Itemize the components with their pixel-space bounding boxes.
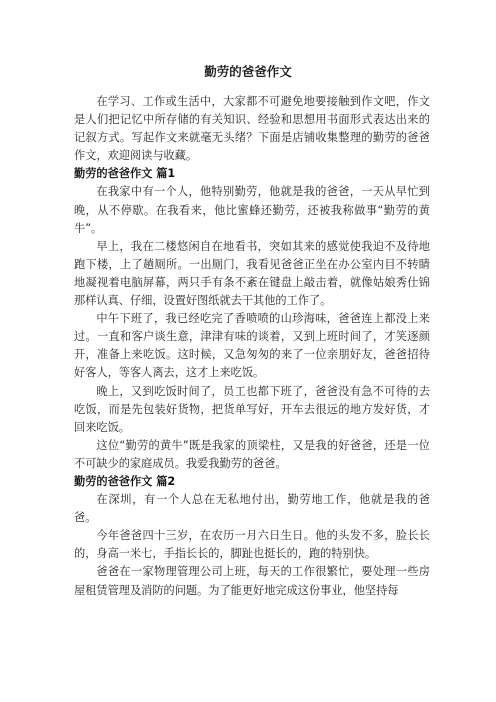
- essay1-paragraph-4: 晚上，又到吃饭时间了，员工也都下班了，爸爸没有急不可待的去吃饭，而是先包装好货物，把货单写好，开车去很远的地方发好货，才回来吃饭。: [74, 384, 430, 434]
- section-heading-2: 勤劳的爸爸作文 篇2: [74, 474, 176, 488]
- section-heading-1: 勤劳的爸爸作文 篇1: [74, 167, 176, 181]
- essay2-paragraph-3: 爸爸在一家物理管理公司上班，每天的工作很繁忙，要处理一些房屋租赁管理及消防的问题。为了能更好地完成这份事业，他坚持每: [74, 565, 430, 597]
- document-title: 勤劳的爸爸作文: [204, 64, 292, 79]
- essay1-paragraph-5: 这位“勤劳的黄牛”既是我家的顶梁柱，又是我的好爸爸，还是一位不可缺少的家庭成员。我爱我勤劳的爸爸。: [74, 438, 430, 470]
- essay1-paragraph-2: 早上，我在二楼悠闲自在地看书，突如其来的感觉使我迫不及待地跑下楼，上了趟厕所。一出厕门，我看见爸爸正坐在办公室内目不转睛地凝视着电脑屏幕，两只手有条不紊在键盘上敲击着，就像姑娘秀仕锦那样认真、仔细，设置好图纸就去干其他的工作了。: [74, 239, 430, 308]
- essay1-paragraph-1: 在我家中有一个人，他特别勤劳，他就是我的爸爸，一天从早忙到晚，从不停歇。在我看来，他比蜜蜂还勤劳，还被我称做事“勤劳的黄牛”。: [74, 185, 430, 235]
- essay1-paragraph-3: 中午下班了，我已经吃完了香喷喷的山珍海味，爸爸连上都没上来过。一直和客户谈生意，津津有味的谈着，又到上班时间了，才笑逐颜开，准备上来吃饭。这时候，又急匆匆的来了一位亲朋好友，爸爸招待好客人，等客人离去，这才上来吃饭。: [74, 312, 430, 380]
- essay2-paragraph-2: 今年爸爸四十三岁，在农历一月六日生日。他的头发不多，脸长长的，身高一米七，手指长长的，脚趾也挺长的，跑的特别快。: [74, 529, 430, 561]
- intro-paragraph: 在学习、工作或生活中，大家都不可避免地要接触到作文吧，作文是人们把记忆中所存储的有关知识、经验和思想用书面形式表达出来的记叙方式。写起作文来就毫无头绪？下面是店铺收集整理的勤劳的爸爸作文，欢迎阅读与收藏。: [74, 95, 430, 163]
- document-body: [74, 93, 430, 600]
- essay2-paragraph-1: 在深圳，有一个人总在无私地付出，勤劳地工作，他就是我的爸爸。: [74, 493, 430, 525]
